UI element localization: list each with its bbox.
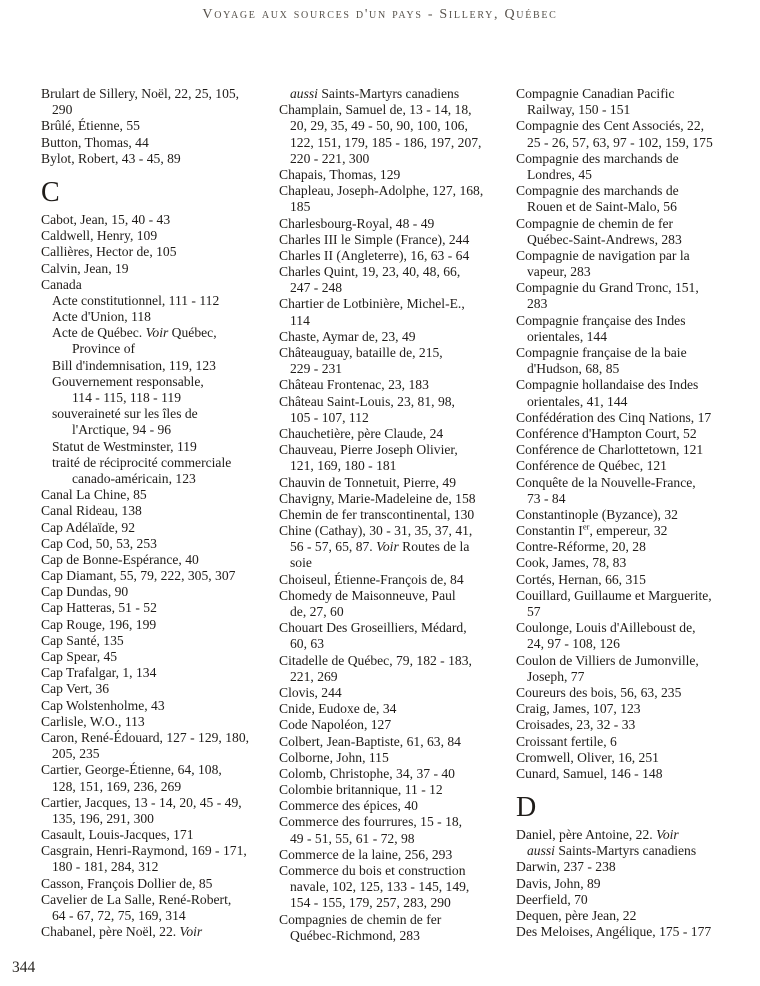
index-line: Confédération des Cinq Nations, 17	[516, 409, 712, 425]
index-line: Canal Rideau, 138	[41, 503, 142, 519]
index-line: Conférence de Charlottetown, 121	[516, 442, 704, 458]
index-line: Chapleau, Joseph-Adolphe, 127, 168,	[279, 183, 484, 199]
index-line: Champlain, Samuel de, 13 - 14, 18,	[279, 102, 472, 118]
index-line: Château Saint-Louis, 23, 81, 98,	[279, 393, 455, 409]
index-line: Province of	[72, 341, 136, 357]
index-line: 128, 151, 169, 236, 269	[52, 778, 182, 794]
index-line: Colbert, Jean-Baptiste, 61, 63, 84	[279, 733, 461, 749]
index-line: Cap de Bonne-Espérance, 40	[41, 551, 199, 567]
section-heading-c: C	[41, 176, 61, 208]
index-line: Charlesbourg-Royal, 48 - 49	[279, 215, 435, 231]
index-line: Compagnie hollandaise des Indes	[516, 377, 699, 393]
index-line: Compagnie Canadian Pacific	[516, 86, 675, 101]
index-line: Gouvernement responsable,	[52, 373, 204, 389]
index-line: Compagnie des Cent Associés, 22,	[516, 118, 705, 134]
index-line: Compagnies de chemin de fer	[279, 911, 442, 927]
index-line: 221, 269	[290, 668, 338, 684]
index-line: Châteauguay, bataille de, 215,	[279, 345, 443, 360]
index-line: Coulon de Villiers de Jumonville,	[516, 652, 699, 668]
index-line: Cromwell, Oliver, 16, 251	[516, 749, 659, 765]
index-line: Conférence d'Hampton Court, 52	[516, 425, 697, 441]
index-line: Acte constitutionnel, 111 - 112	[52, 292, 220, 308]
index-line: 220 - 221, 300	[290, 150, 370, 166]
index-line: 247 - 248	[290, 280, 343, 296]
index-line: Cap Dundas, 90	[41, 584, 129, 600]
index-line: Clovis, 244	[279, 684, 342, 700]
index-line: navale, 102, 125, 133 - 145, 149,	[290, 879, 470, 895]
index-line: Chaste, Aymar de, 23, 49	[279, 328, 416, 344]
index-line: 229 - 231	[290, 361, 343, 377]
index-line: 24, 97 - 108, 126	[527, 636, 620, 652]
index-line: Railway, 150 - 151	[527, 102, 631, 118]
index-line: 180 - 181, 284, 312	[52, 859, 159, 875]
index-line: 185	[290, 199, 311, 215]
index-line: Casson, François Dollier de, 85	[41, 875, 213, 891]
index-line: Couillard, Guillaume et Marguerite,	[516, 587, 712, 603]
index-line: Chavigny, Marie-Madeleine de, 158	[279, 490, 476, 506]
index-line: 105 - 107, 112	[290, 409, 369, 425]
index-line: Chauvin de Tonnetuit, Pierre, 49	[279, 474, 456, 490]
index-line: 20, 29, 35, 49 - 50, 90, 100, 106,	[290, 118, 468, 134]
index-line: Davis, John, 89	[516, 875, 601, 891]
index-line: Cap Diamant, 55, 79, 222, 305, 307	[41, 568, 236, 584]
index-line: Joseph, 77	[527, 668, 585, 684]
index-line: Darwin, 237 - 238	[516, 859, 616, 875]
index-line: Charles Quint, 19, 23, 40, 48, 66,	[279, 264, 461, 280]
index-line: Chine (Cathay), 30 - 31, 35, 37, 41,	[279, 523, 473, 539]
index-line: Rouen et de Saint-Malo, 56	[527, 199, 677, 215]
index-column-3	[516, 86, 754, 940]
index-line: aussi Saints-Martyrs canadiens	[527, 843, 697, 859]
index-line: Château Frontenac, 23, 183	[279, 377, 429, 393]
index-line: Bylot, Robert, 43 - 45, 89	[41, 150, 181, 166]
section-heading-d: D	[516, 792, 537, 824]
index-line: 283	[527, 296, 548, 312]
index-column-2	[279, 86, 517, 944]
index-line: Cavelier de La Salle, René-Robert,	[41, 891, 232, 907]
index-line: Commerce du bois et construction	[279, 863, 466, 878]
index-line: 114	[290, 312, 310, 328]
index-line: Bill d'indemnisation, 119, 123	[52, 357, 216, 373]
index-line: 154 - 155, 179, 257, 283, 290	[290, 895, 451, 911]
index-line: Compagnie des marchands de	[516, 150, 679, 166]
index-line: Commerce des fourrures, 15 - 18,	[279, 814, 463, 830]
index-line: Casault, Louis-Jacques, 171	[41, 827, 194, 843]
index-line: Compagnie de navigation par la	[516, 247, 690, 263]
index-line: Charles III le Simple (France), 244	[279, 231, 470, 247]
index-line: Constantinople (Byzance), 32	[516, 506, 678, 522]
index-line: 122, 151, 179, 185 - 186, 197, 207,	[290, 134, 482, 150]
index-line: 290	[52, 102, 73, 118]
index-line: traité de réciprocité commerciale	[52, 454, 232, 470]
index-line: Conférence de Québec, 121	[516, 458, 667, 474]
index-line: Cap Rouge, 196, 199	[41, 616, 157, 632]
index-line: Charles II (Angleterre), 16, 63 - 64	[279, 247, 470, 263]
index-line: Chartier de Lotbinière, Michel-E.,	[279, 296, 465, 312]
index-line: Colomb, Christophe, 34, 37 - 40	[279, 765, 455, 781]
index-line: 49 - 51, 55, 61 - 72, 98	[290, 830, 415, 846]
index-line: d'Hudson, 68, 85	[527, 361, 620, 377]
index-line: Compagnie des marchands de	[516, 183, 679, 199]
index-line: orientales, 41, 144	[527, 393, 628, 409]
index-line: Caron, René-Édouard, 127 - 129, 180,	[41, 729, 250, 745]
index-line: soie	[290, 555, 312, 571]
index-line: Compagnie française des Indes	[516, 312, 686, 328]
index-line: 56 - 57, 65, 87. Voir Routes de la	[290, 539, 470, 555]
index-line: Des Meloises, Angélique, 175 - 177	[516, 924, 712, 940]
index-line: Colborne, John, 115	[279, 749, 389, 765]
index-line: Compagnie française de la baie	[516, 345, 687, 360]
index-line: Caldwell, Henry, 109	[41, 228, 158, 244]
index-line: Londres, 45	[527, 166, 592, 182]
index-line: 205, 235	[52, 746, 100, 762]
index-line: Cap Vert, 36	[41, 681, 110, 697]
index-line: Statut de Westminster, 119	[52, 438, 197, 454]
index-line: Callières, Hector de, 105	[41, 244, 177, 260]
index-line: Button, Thomas, 44	[41, 134, 149, 150]
index-line: Cap Cod, 50, 53, 253	[41, 535, 157, 551]
running-header: Voyage aux sources d'un pays - Sillery, Québec	[202, 7, 558, 22]
index-line: Calvin, Jean, 19	[41, 260, 129, 276]
index-line: 64 - 67, 72, 75, 169, 314	[52, 908, 186, 923]
index-line: 121, 169, 180 - 181	[290, 458, 397, 474]
index-line: Cap Hatteras, 51 - 52	[41, 600, 157, 616]
index-line: Citadelle de Québec, 79, 182 - 183,	[279, 652, 472, 668]
index-line: Compagnie de chemin de fer	[516, 215, 674, 231]
index-line: Cap Spear, 45	[41, 649, 118, 664]
index-line: Daniel, père Antoine, 22. Voir	[516, 827, 679, 843]
index-line: Chomedy de Maisonneuve, Paul	[279, 587, 456, 603]
index-line: Cook, James, 78, 83	[516, 555, 627, 571]
index-line: Croisades, 23, 32 - 33	[516, 717, 636, 733]
index-line: Cnide, Eudoxe de, 34	[279, 701, 397, 717]
index-line: canado-américain, 123	[72, 470, 196, 486]
index-line: Choiseul, Étienne-François de, 84	[279, 571, 464, 587]
index-line: Brulart de Sillery, Noël, 22, 25, 105,	[41, 86, 240, 101]
index-line: 135, 196, 291, 300	[52, 810, 154, 826]
index-line: Chemin de fer transcontinental, 130	[279, 506, 475, 522]
index-line: 25 - 26, 57, 63, 97 - 102, 159, 175	[527, 134, 713, 150]
index-line: Cap Adélaïde, 92	[41, 519, 136, 535]
index-line: Chauchetière, père Claude, 24	[279, 425, 444, 441]
index-line: Croissant fertile, 6	[516, 733, 617, 749]
index-line: souveraineté sur les îles de	[52, 406, 198, 422]
index-line: Constantin Ier, empereur, 32	[516, 521, 668, 539]
index-column-1	[41, 86, 279, 940]
index-line: de, 27, 60	[290, 604, 344, 619]
index-line: Chauveau, Pierre Joseph Olivier,	[279, 442, 458, 458]
index-line: Conquête de la Nouvelle-France,	[516, 474, 696, 490]
index-line: aussi Saints-Martyrs canadiens	[290, 86, 460, 101]
index-line: Cortés, Hernan, 66, 315	[516, 571, 646, 587]
index-line: Chapais, Thomas, 129	[279, 166, 401, 182]
index-line: Deerfield, 70	[516, 891, 588, 907]
index-line: Casgrain, Henri-Raymond, 169 - 171,	[41, 843, 247, 859]
index-line: Contre-Réforme, 20, 28	[516, 539, 646, 555]
index-line: Acte d'Union, 118	[52, 309, 151, 325]
index-line: Québec-Saint-Andrews, 283	[527, 231, 682, 247]
index-line: Cap Santé, 135	[41, 632, 124, 648]
index-line: Cunard, Samuel, 146 - 148	[516, 765, 663, 781]
index-line: orientales, 144	[527, 328, 608, 344]
index-line: Chabanel, père Noël, 22. Voir	[41, 924, 203, 940]
index-line: Cartier, Jacques, 13 - 14, 20, 45 - 49,	[41, 794, 242, 810]
index-line: Colombie britannique, 11 - 12	[279, 782, 443, 798]
index-line: 73 - 84	[527, 490, 566, 506]
index-line: Chouart Des Groseilliers, Médard,	[279, 620, 467, 636]
index-line: Carlisle, W.O., 113	[41, 713, 145, 729]
index-line: Commerce de la laine, 256, 293	[279, 846, 453, 862]
index-line: Cartier, George-Étienne, 64, 108,	[41, 762, 222, 778]
index-line: Dequen, père Jean, 22	[516, 908, 637, 923]
index-line: Commerce des épices, 40	[279, 798, 418, 814]
index-line: Acte de Québec. Voir Québec,	[52, 325, 217, 341]
index-line: Coulonge, Louis d'Ailleboust de,	[516, 620, 696, 636]
index-line: 57	[527, 604, 541, 619]
index-line: Cabot, Jean, 15, 40 - 43	[41, 211, 171, 227]
index-line: Coureurs des bois, 56, 63, 235	[516, 684, 682, 700]
index-line: Compagnie du Grand Tronc, 151,	[516, 280, 699, 296]
index-line: Canada	[41, 276, 82, 292]
index-line: Québec-Richmond, 283	[290, 927, 420, 943]
index-line: Cap Trafalgar, 1, 134	[41, 665, 157, 681]
index-line: Craig, James, 107, 123	[516, 701, 641, 717]
index-line: Brûlé, Étienne, 55	[41, 118, 140, 134]
index-line: l'Arctique, 94 - 96	[72, 422, 172, 438]
index-line: vapeur, 283	[527, 264, 591, 280]
index-line: 60, 63	[290, 636, 324, 652]
index-line: Code Napoléon, 127	[279, 717, 392, 733]
page-number: 344	[12, 959, 36, 976]
index-line: 114 - 115, 118 - 119	[72, 390, 181, 405]
index-line: Canal La Chine, 85	[41, 487, 147, 503]
index-line: Cap Wolstenholme, 43	[41, 697, 165, 713]
